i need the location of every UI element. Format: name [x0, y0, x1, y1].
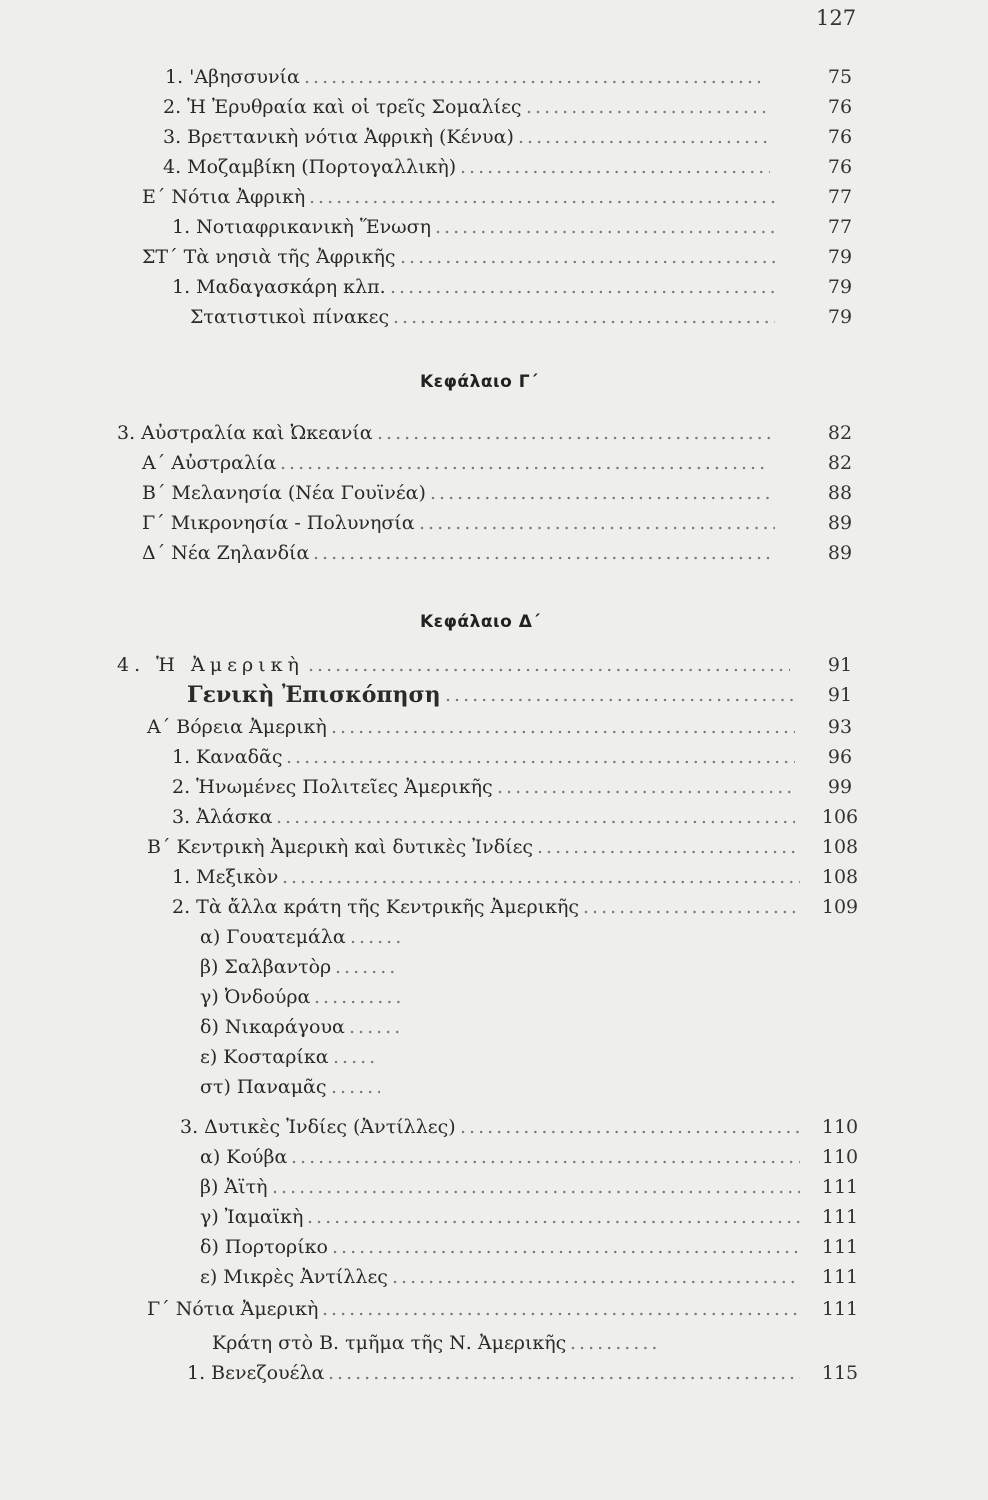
- toc-entry-label: Στατιστικοὶ πίνακες: [190, 306, 390, 328]
- toc-entry: [0, 1042, 988, 1072]
- toc-entry-page: 79: [827, 276, 853, 298]
- toc-entry-label: δ) Νικαράγουα: [200, 1016, 345, 1038]
- toc-entry: [0, 982, 988, 1012]
- toc-entry-label: Α΄ Βόρεια Ἀμερικὴ: [147, 716, 327, 738]
- toc-entry: [0, 62, 988, 92]
- toc-entry-label: ΣΤ΄ Τὰ νησιὰ τῆς Ἀφρικῆς: [142, 246, 396, 268]
- toc-entry-page: 109: [821, 896, 859, 918]
- leader-dots: [419, 508, 775, 538]
- leader-dots: [328, 1358, 800, 1388]
- leader-dots: [393, 302, 775, 332]
- toc-entry: [0, 922, 988, 952]
- toc-entry-label: β) Ἀϊτὴ: [200, 1176, 268, 1198]
- toc-entry-page: 110: [821, 1146, 859, 1168]
- leader-dots: [460, 152, 770, 182]
- toc-entry-page: 76: [827, 126, 853, 148]
- toc-entry-label: Β΄ Μελανησία (Νέα Γουϊνέα): [142, 482, 426, 504]
- toc-entry: [0, 1358, 988, 1388]
- toc-entry: [0, 680, 988, 710]
- toc-entry-page: 77: [827, 216, 853, 238]
- toc-entry: [0, 952, 988, 982]
- toc-entry: [0, 1294, 988, 1324]
- toc-entry-label: γ) Ὀνδούρα: [200, 986, 311, 1008]
- toc-entry-page: 108: [821, 836, 859, 858]
- leader-dots: [460, 1112, 800, 1142]
- leader-dots: [335, 952, 400, 982]
- page-number: 127: [816, 6, 857, 30]
- toc-entry: [0, 92, 988, 122]
- toc-entry: [0, 892, 988, 922]
- toc-entry-label: δ) Πορτορίκο: [200, 1236, 328, 1258]
- toc-entry-label: 1. Καναδᾶς: [172, 746, 283, 768]
- toc-entry: [0, 418, 988, 448]
- toc-entry: [0, 1232, 988, 1262]
- toc-entry-label: στ) Παναμᾶς: [200, 1076, 327, 1098]
- toc-entry: [0, 122, 988, 152]
- toc-entry: [0, 772, 988, 802]
- leader-dots: [282, 862, 800, 892]
- toc-entry: [0, 1012, 988, 1042]
- toc-entry-label: Γ΄ Μικρονησία - Πολυνησία: [142, 512, 415, 534]
- toc-entry: [0, 1202, 988, 1232]
- toc-entry-page: 111: [821, 1176, 859, 1198]
- leader-dots: [349, 1012, 400, 1042]
- toc-entry-page: 79: [827, 306, 853, 328]
- toc-entry-label: 1. Βενεζουέλα: [187, 1362, 325, 1384]
- toc-entry-page: 99: [827, 776, 853, 798]
- leader-dots: [331, 712, 795, 742]
- toc-entry-page: 89: [827, 542, 853, 564]
- toc-entry: [0, 508, 988, 538]
- toc-entry-label: Γενικὴ Ἐπισκόπηση: [187, 682, 441, 708]
- toc-entry-page: 91: [827, 654, 853, 676]
- toc-entry: [0, 862, 988, 892]
- toc-entry-label: 2. Ἡ Ἐρυθραία καὶ οἱ τρεῖς Σομαλίες: [163, 96, 522, 118]
- toc-entry: [0, 242, 988, 272]
- toc-entry-label: β) Σαλβαντὸρ: [200, 956, 332, 978]
- leader-dots: [291, 1142, 800, 1172]
- toc-entry-label: Δ΄ Νέα Ζηλανδία: [142, 542, 310, 564]
- toc-entry-label: Γ΄ Νότια Ἀμερικὴ: [147, 1298, 319, 1320]
- toc-entry: [0, 832, 988, 862]
- leader-dots: [322, 1294, 800, 1324]
- leader-dots: [276, 802, 795, 832]
- toc-entry-label: 1. Μαδαγασκάρη κλπ.: [172, 276, 386, 298]
- leader-dots: [518, 122, 770, 152]
- toc-entry-label: α) Γουατεμάλα: [200, 926, 346, 948]
- toc-entry-page: 96: [827, 746, 853, 768]
- toc-entry-page: 108: [821, 866, 859, 888]
- toc-entry-label: 1. Μεξικὸν: [172, 866, 279, 888]
- toc-entry-page: 76: [827, 96, 853, 118]
- toc-entry: [0, 272, 988, 302]
- leader-dots: [435, 212, 775, 242]
- toc-entry-label: Α΄ Αὐστραλία: [142, 452, 277, 474]
- toc-entry: [0, 1072, 988, 1102]
- leader-dots: [537, 832, 800, 862]
- leader-dots: [333, 1042, 380, 1072]
- toc-entry: [0, 538, 988, 568]
- leader-dots: [350, 922, 400, 952]
- leader-dots: [583, 892, 800, 922]
- toc-entry-page: 106: [821, 806, 859, 828]
- toc-entry-label: 1. 'Αβησσυνία: [165, 66, 300, 88]
- toc-entry-page: 77: [827, 186, 853, 208]
- toc-entry: [0, 448, 988, 478]
- toc-entry-label: 3. Δυτικὲς Ἰνδίες (Ἀντίλλες): [180, 1116, 456, 1138]
- toc-entry-page: 111: [821, 1266, 859, 1288]
- toc-entry-page: 115: [821, 1362, 859, 1384]
- toc-entry-page: 82: [827, 452, 853, 474]
- toc-entry: [0, 152, 988, 182]
- toc-entry-label: 3. Ἀλάσκα: [172, 806, 273, 828]
- toc-entry-label: ε) Μικρὲς Ἀντίλλες: [200, 1266, 388, 1288]
- toc-entry-label: 4. Μοζαμβίκη (Πορτογαλλικὴ): [163, 156, 457, 178]
- toc-entry: [0, 212, 988, 242]
- toc-entry-page: 76: [827, 156, 853, 178]
- toc-entry-label: 4. Ἡ Ἀμερικὴ: [117, 654, 304, 676]
- toc-entry-label: 2. Ἡνωμένες Πολιτεῖες Ἀμερικῆς: [172, 776, 493, 798]
- toc-entry-page: 89: [827, 512, 853, 534]
- leader-dots: [280, 448, 770, 478]
- leader-dots: [313, 538, 775, 568]
- leader-dots: [309, 182, 775, 212]
- leader-dots: [331, 1072, 380, 1102]
- leader-dots: [272, 1172, 800, 1202]
- chapter-heading-g: Κεφάλαιο Γ΄: [420, 372, 539, 392]
- toc-entry-label: ε) Κοσταρίκα: [200, 1046, 329, 1068]
- leader-dots: [497, 772, 795, 802]
- leader-dots: [307, 1202, 800, 1232]
- leader-dots: [390, 272, 775, 302]
- chapter-heading-d: Κεφάλαιο Δ΄: [420, 612, 541, 632]
- toc-entry-page: 111: [821, 1206, 859, 1228]
- toc-entry: [0, 802, 988, 832]
- toc-entry-page: 88: [827, 482, 853, 504]
- leader-dots: [526, 92, 765, 122]
- leader-dots: [570, 1328, 660, 1358]
- leader-dots: [377, 418, 770, 448]
- toc-entry-page: 93: [827, 716, 853, 738]
- toc-entry: [0, 302, 988, 332]
- toc-entry: [0, 742, 988, 772]
- leader-dots: [314, 982, 400, 1012]
- toc-entry: [0, 712, 988, 742]
- toc-entry-page: 79: [827, 246, 853, 268]
- toc-entry: [0, 650, 988, 680]
- toc-entry-page: 110: [821, 1116, 859, 1138]
- toc-entry-page: 75: [827, 66, 853, 88]
- leader-dots: [308, 650, 790, 680]
- toc-entry-label: Ε΄ Νότια Ἀφρικὴ: [142, 186, 306, 208]
- toc-entry: [0, 1112, 988, 1142]
- toc-entry-page: 82: [827, 422, 853, 444]
- leader-dots: [445, 680, 795, 710]
- toc-entry-label: Β΄ Κεντρικὴ Ἀμερικὴ καὶ δυτικὲς Ἰνδίες: [147, 836, 534, 858]
- toc-entry-page: 111: [821, 1298, 859, 1320]
- toc-entry-page: 91: [827, 684, 853, 706]
- leader-dots: [304, 62, 760, 92]
- leader-dots: [332, 1232, 800, 1262]
- toc-entry-label: 2. Τὰ ἄλλα κράτη τῆς Κεντρικῆς Ἀμερικῆς: [172, 896, 579, 918]
- toc-entry: [0, 1142, 988, 1172]
- toc-entry: [0, 1172, 988, 1202]
- toc-entry-label: Κράτη στὸ Β. τμῆμα τῆς Ν. Ἀμερικῆς: [212, 1332, 567, 1354]
- toc-entry-label: 3. Αὐστραλία καὶ Ὠκεανία: [117, 422, 373, 444]
- toc-entry: [0, 478, 988, 508]
- toc-entry-label: γ) Ἰαμαϊκὴ: [200, 1206, 304, 1228]
- toc-entry-page: 111: [821, 1236, 859, 1258]
- toc-entry-label: 3. Βρεττανικὴ νότια Ἀφρικὴ (Κένυα): [163, 126, 514, 148]
- toc-entry: [0, 182, 988, 212]
- toc-entry-label: 1. Νοτιαφρικανικὴ Ἕνωση: [172, 216, 432, 238]
- toc-entry-label: α) Κούβα: [200, 1146, 288, 1168]
- leader-dots: [430, 478, 775, 508]
- toc-entry: [0, 1328, 988, 1358]
- toc-entry: [0, 1262, 988, 1292]
- leader-dots: [286, 742, 795, 772]
- leader-dots: [392, 1262, 800, 1292]
- leader-dots: [400, 242, 775, 272]
